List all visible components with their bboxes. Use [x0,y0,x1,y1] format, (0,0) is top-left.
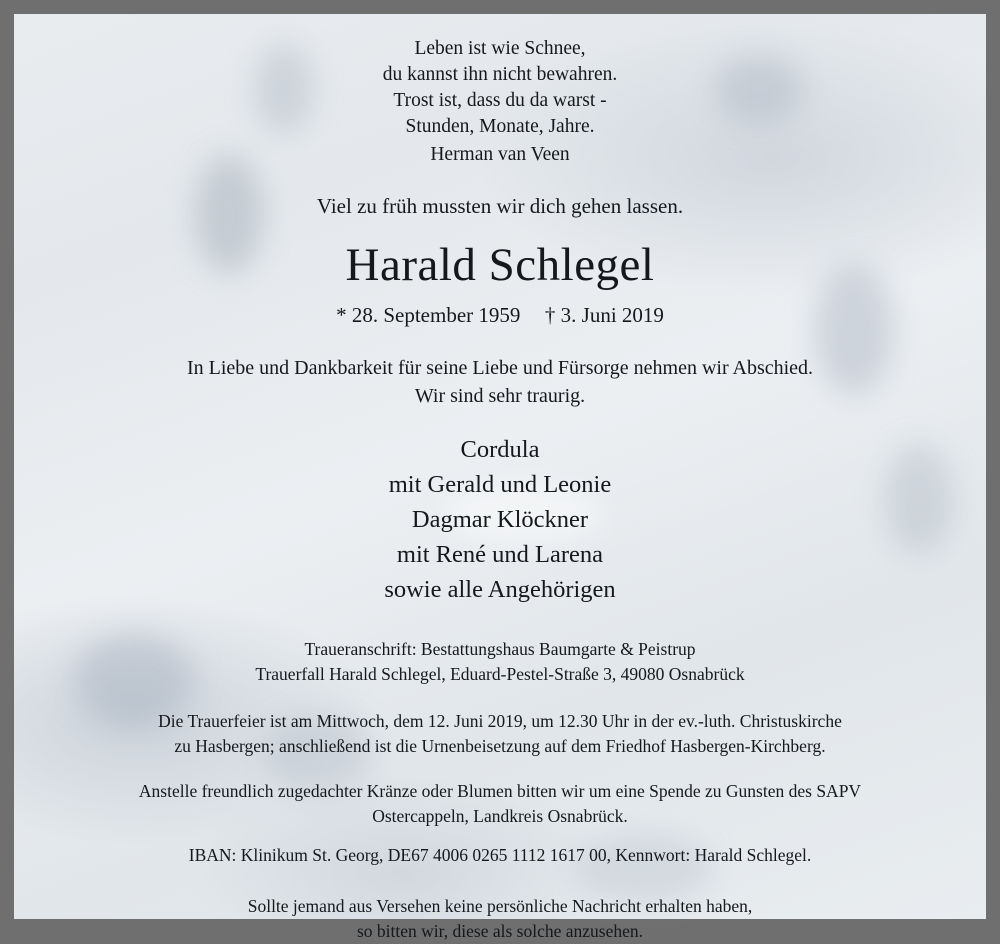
birth-date: 28. September 1959 [351,303,521,327]
family-member: sowie alle Angehörigen [384,576,616,603]
family-list [14,432,986,607]
mourning-address [14,637,986,687]
poem-block [14,14,986,168]
poem-author: Herman van Veen [430,144,570,165]
death-date: 3. Juni 2019 [560,303,664,327]
notice-line: so bitten wir, diese als solche anzusehen. [356,921,644,941]
obituary-card [14,14,986,941]
donation-line: Ostercappeln, Landkreis Osnabrück. [372,806,628,826]
tribute-block [14,354,986,410]
donation-request [14,779,986,829]
ceremony-line: Die Trauerfeier ist am Mittwoch, dem 12. Juni 2019, um 12.30 Uhr in der ev.-luth. Christuskirche [158,711,842,731]
poem-line: Leben ist wie Schnee, [414,38,586,59]
poem-line: Stunden, Monate, Jahre. [405,116,595,137]
family-member: Dagmar Klöckner [411,506,589,533]
donation-line: Anstelle freundlich zugedachter Kränze oder Blumen bitten wir um eine Spende zu Gunsten des SAPV [138,781,862,801]
family-member: mit René und Larena [396,541,604,568]
birth-symbol: * [336,303,347,327]
poem-line: du kannst ihn nicht bewahren. [382,64,618,85]
tribute-line: In Liebe und Dankbarkeit für seine Liebe und Fürsorge nehmen wir Abschied. [186,357,814,379]
tribute-line: Wir sind sehr traurig. [414,385,586,407]
death-symbol: † [544,303,556,327]
life-dates [14,302,986,328]
obituary-content [14,14,986,941]
ceremony-details [14,709,986,759]
address-line: Traueranschrift: Bestattungshaus Baumgarte & Peistrup [304,639,696,659]
family-member: mit Gerald und Leonie [388,471,612,498]
notice-line: Sollte jemand aus Versehen keine persönliche Nachricht erhalten haben, [247,896,753,916]
lead-sentence: Viel zu früh mussten wir dich gehen lassen. [316,194,684,218]
ceremony-line: zu Hasbergen; anschließend ist die Urnenbeisetzung auf dem Friedhof Hasbergen-Kirchberg. [174,736,826,756]
address-line: Trauerfall Harald Schlegel, Eduard-Pestel-Straße 3, 49080 Osnabrück [255,664,745,684]
poem-line: Trost ist, dass du da warst - [393,90,607,111]
closing-notice [14,894,986,944]
iban-line: IBAN: Klinikum St. Georg, DE67 4006 0265 1112 1617 00, Kennwort: Harald Schlegel. [188,845,812,865]
deceased-name: Harald Schlegel [345,239,655,291]
family-member: Cordula [460,436,540,463]
